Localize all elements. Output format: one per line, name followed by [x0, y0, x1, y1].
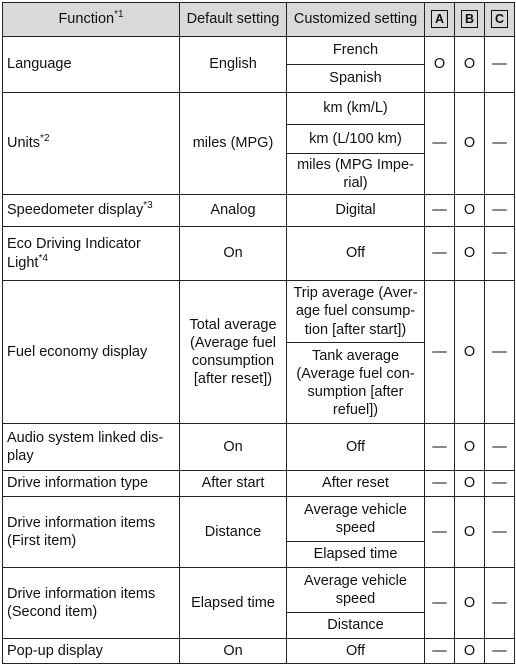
- function-label: Units: [7, 135, 41, 152]
- customized-setting-cell: Trip average (Aver- age fuel consump- tion [after start]): [287, 281, 425, 343]
- availability-c-cell: —: [485, 497, 515, 568]
- header-column-c: [485, 3, 515, 37]
- function-label: Eco Driving Indicator Light: [7, 236, 141, 271]
- availability-b-cell: O: [455, 37, 485, 93]
- customized-setting-cell: French: [287, 37, 425, 65]
- default-setting-cell: English: [180, 37, 287, 93]
- availability-c-cell: —: [485, 93, 515, 195]
- function-label: Fuel economy display: [7, 343, 148, 360]
- customized-setting-cell: Elapsed time: [287, 542, 425, 568]
- availability-b-cell: O: [455, 227, 485, 281]
- function-label: Pop-up display: [7, 642, 103, 659]
- availability-a-cell: O: [425, 37, 455, 93]
- customized-setting-cell: Digital: [287, 195, 425, 227]
- table-row: [3, 195, 515, 227]
- availability-a-cell: —: [425, 93, 455, 195]
- header-function: Function$^{*1}$: [3, 3, 180, 37]
- header-column-a: [425, 3, 455, 37]
- header-default-setting: Default setting: [180, 3, 287, 37]
- header-function-footnote: *1: [114, 9, 124, 21]
- default-setting-cell: On: [180, 227, 287, 281]
- default-setting-cell: Distance: [180, 497, 287, 568]
- boxed-letter-c: C: [491, 10, 508, 28]
- customized-setting-cell: Off: [287, 424, 425, 471]
- footnote-marker: *3: [143, 200, 153, 212]
- function-cell: [3, 195, 180, 227]
- customized-setting-cell: Off: [287, 639, 425, 664]
- table-row: [3, 497, 515, 542]
- default-setting-cell: On: [180, 639, 287, 664]
- function-cell: [3, 424, 180, 471]
- table-row: [3, 227, 515, 281]
- function-cell: [3, 497, 180, 568]
- customized-setting-cell: Tank average (Average fuel con- sumption [after refuel]): [287, 343, 425, 424]
- function-cell: [3, 281, 180, 424]
- function-cell: [3, 568, 180, 639]
- table-row: [3, 471, 515, 497]
- table-row: [3, 639, 515, 664]
- table-body: [3, 37, 515, 664]
- availability-a-cell: —: [425, 424, 455, 471]
- customized-setting-cell: Distance: [287, 613, 425, 639]
- table-row: [3, 568, 515, 613]
- availability-b-cell: O: [455, 93, 485, 195]
- availability-c-cell: —: [485, 227, 515, 281]
- boxed-letter-a: A: [431, 10, 448, 28]
- availability-a-cell: —: [425, 227, 455, 281]
- header-column-b: [455, 3, 485, 37]
- function-cell: [3, 639, 180, 664]
- function-label: Drive information items (Second item): [7, 585, 156, 620]
- function-label: Drive information type: [7, 475, 149, 492]
- availability-b-cell: O: [455, 195, 485, 227]
- availability-c-cell: —: [485, 424, 515, 471]
- customized-setting-cell: miles (MPG Impe- rial): [287, 154, 425, 195]
- header-row: [3, 3, 515, 37]
- availability-a-cell: —: [425, 639, 455, 664]
- table-row: [3, 424, 515, 471]
- function-label: Language: [7, 56, 72, 73]
- function-label: Audio system linked dis- play: [7, 429, 164, 464]
- customized-setting-cell: km (km/L): [287, 93, 425, 125]
- default-setting-cell: miles (MPG): [180, 93, 287, 195]
- settings-table: [2, 2, 515, 664]
- footnote-marker: *2: [40, 133, 50, 145]
- availability-a-cell: —: [425, 195, 455, 227]
- header-customized-setting: Customized setting: [287, 3, 425, 37]
- availability-a-cell: —: [425, 471, 455, 497]
- customized-setting-cell: Average vehicle speed: [287, 497, 425, 542]
- availability-c-cell: —: [485, 471, 515, 497]
- availability-c-cell: —: [485, 639, 515, 664]
- availability-c-cell: —: [485, 568, 515, 639]
- function-cell: [3, 471, 180, 497]
- default-setting-cell: Elapsed time: [180, 568, 287, 639]
- customized-setting-cell: After reset: [287, 471, 425, 497]
- table-row: [3, 37, 515, 65]
- customized-setting-cell: Spanish: [287, 65, 425, 93]
- function-label: Speedometer display: [7, 202, 144, 219]
- availability-b-cell: O: [455, 471, 485, 497]
- availability-b-cell: O: [455, 568, 485, 639]
- availability-a-cell: —: [425, 497, 455, 568]
- default-setting-cell: On: [180, 424, 287, 471]
- customized-setting-cell: Off: [287, 227, 425, 281]
- availability-c-cell: —: [485, 195, 515, 227]
- availability-b-cell: O: [455, 497, 485, 568]
- boxed-letter-b: B: [461, 10, 478, 28]
- function-cell: [3, 93, 180, 195]
- default-setting-cell: Analog: [180, 195, 287, 227]
- customized-setting-cell: Average vehicle speed: [287, 568, 425, 613]
- function-cell: [3, 37, 180, 93]
- availability-b-cell: O: [455, 281, 485, 424]
- table-row: [3, 93, 515, 125]
- availability-b-cell: O: [455, 639, 485, 664]
- availability-b-cell: O: [455, 424, 485, 471]
- availability-c-cell: —: [485, 281, 515, 424]
- function-label: Drive information items (First item): [7, 514, 156, 549]
- availability-c-cell: —: [485, 37, 515, 93]
- table-row: [3, 281, 515, 343]
- default-setting-cell: Total average (Average fuel consumption [after reset]): [180, 281, 287, 424]
- customized-setting-cell: km (L/100 km): [287, 125, 425, 154]
- function-cell: [3, 227, 180, 281]
- footnote-marker: *4: [38, 252, 48, 264]
- availability-a-cell: —: [425, 568, 455, 639]
- default-setting-cell: After start: [180, 471, 287, 497]
- availability-a-cell: —: [425, 281, 455, 424]
